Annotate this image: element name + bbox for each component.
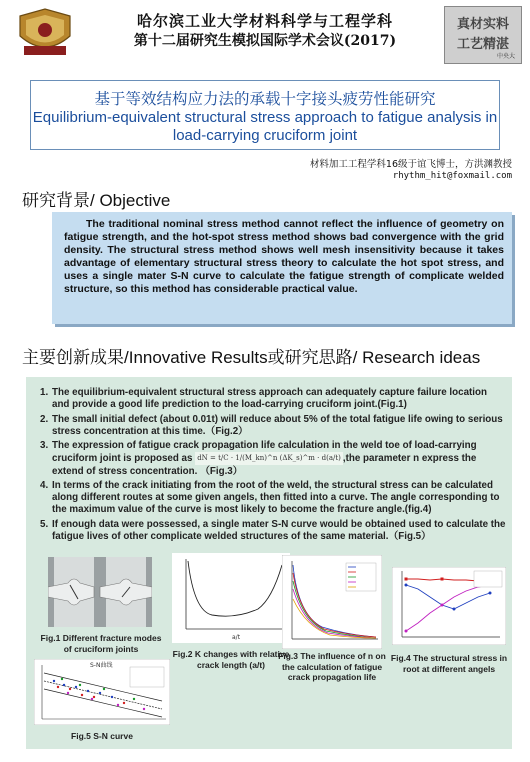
list-item	[40, 387, 506, 412]
fig5-chart-title: S-N曲线	[90, 662, 113, 669]
item-number: 4.	[40, 479, 49, 491]
objective-box	[52, 212, 512, 324]
fig4-caption: Fig.4 The structural stress in root at different angels	[390, 653, 508, 674]
fracture-photo-icon	[48, 557, 152, 627]
list-item	[40, 440, 506, 478]
title-english	[31, 109, 499, 145]
fig2-caption: Fig.2 K changes with relative crack length (a/t)	[172, 649, 290, 670]
title-box	[30, 80, 500, 150]
conference-name: 第十二届研究生模拟国际学术会议(2017)	[133, 33, 397, 49]
list-item	[40, 414, 506, 439]
fig1-caption: Fig.1 Different fracture modes of cruciform joints	[40, 633, 162, 654]
item-text-continued: ,the parameter n express the extend of stress concentration. （Fig.3）	[52, 453, 477, 477]
results-list	[40, 387, 506, 545]
list-item	[40, 519, 506, 544]
title-english-line2: load-carrying cruciform joint	[172, 127, 358, 144]
title-english-line1: Equilibrium-equivalent structural stress approach to fatigue analysis in	[32, 109, 498, 126]
objective-text: The traditional nominal stress method cannot reflect the influence of geometry on fatigue strength, and the hot-spot stress method shows bad convergence with the grid density. The structural stress method shows well mesh insensitivity because it takes advantage of elementary structural stress theory to calculate the hot spot stress, and uses a single mater S-N curve to calculate the fatigue strength of complicate welded structure, so this method has considerable practical value.	[64, 218, 504, 295]
list-item	[40, 480, 506, 517]
conference-organizer: 哈尔滨工业大学材料科学与工程学科	[136, 12, 393, 30]
section-heading-results: 主要创新成果/Innovative Results或研究思路/ Research ideas	[22, 348, 481, 367]
item-text: If enough data were possessed, a single mater S-N curve would be obtained used to calculate the fatigue lives of other complicate welded structures of the same material.（Fig.5）	[52, 518, 506, 543]
crack-life-formula: dN = t/C · 1/(M_kn)^n (ΔK_s)^m · d(a/t)	[195, 452, 343, 464]
item-number: 1.	[40, 387, 49, 398]
item-text: The equilibrium-equivalent structural stress approach can adequately capture failure location and provide a good life prediction to the load-carrying cruciform joint.(Fig.1)	[52, 387, 487, 411]
item-text: The small initial defect (about 0.01t) will reduce about 5% of the total fatigue life owing to serious stress concentration at this time.（Fig.2）	[52, 413, 503, 437]
item-text: The expression of fatigue crack propagation life calculation in the weld toe of load-carrying cruciform joint is proposed as	[52, 440, 477, 465]
calligraphy-line2: 工艺精湛	[456, 37, 509, 52]
authors: 材料加工工程学科16级于谊飞博士，方洪渊教授	[309, 159, 512, 170]
fig4-stress-angle-chart	[392, 567, 506, 645]
author-email: rhythm_hit@foxmail.com	[392, 171, 512, 181]
title-chinese: 基于等效结构应力法的承载十字接头疲劳性能研究	[94, 90, 436, 108]
fig3-n-influence-chart	[282, 555, 382, 649]
calligraphy-line1: 真材实料	[456, 17, 509, 32]
fig5-sn-curve-chart	[34, 659, 170, 725]
section-heading-objective: 研究背景/ Objective	[22, 191, 171, 210]
item-number: 3.	[40, 440, 49, 452]
fig5-caption: Fig.5 S-N curve	[71, 731, 133, 741]
results-box	[26, 377, 512, 749]
fig2-axis-label: a/t	[232, 634, 241, 641]
item-text: In terms of the crack initiating from the root of the weld, the structural stress can be calculated along different routes at some given angels, then fitted into a curve. The angle corresponding to the maximum value of the curve is most likely to become the fracture angle.(fig.4)	[52, 479, 500, 516]
calligraphy-logo	[444, 6, 522, 64]
calligraphy-signature: 中央大	[496, 53, 515, 60]
fig2-k-curve	[172, 553, 290, 643]
item-number: 5.	[40, 518, 49, 530]
item-number: 2.	[40, 413, 49, 425]
fig3-caption: Fig.3 The influence of n on the calculation of fatigue crack propagation life	[278, 651, 386, 682]
